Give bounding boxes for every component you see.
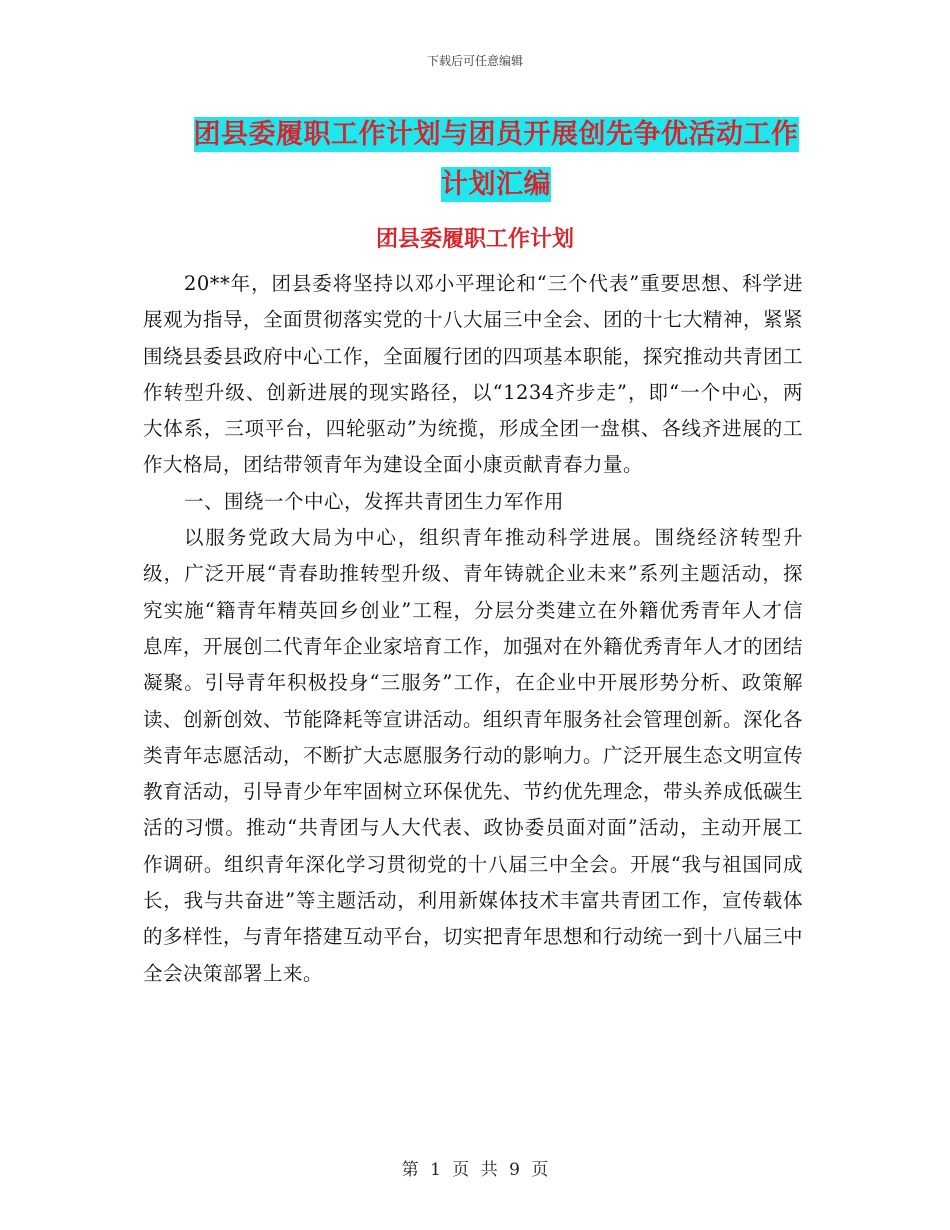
intro-paragraph: 20**年，团县委将坚持以邓小平理论和“三个代表”重要思想、科学进展观为指导，全面贯彻落实党的十八大届三中全会、团的十七大精神，紧紧围绕县委县政府中心工作，全面履行团的四项基本职能，探究推动共青团工作转型升级、创新进展的现实路径，以“1234齐步走”，即“一个中心，两大体系，三项平台，四轮驱动”为统揽，形成全团一盘棋、各线齐进展的工作大格局，团结带领青年为建设全面小康贡献青春力量。: [143, 272, 804, 477]
section-title: 团县委履职工作计划: [375, 227, 574, 252]
header-note: 下载后可任意编辑: [426, 54, 523, 68]
document-title-text: 团县委履职工作计划与团员开展创先争优活动工作计划汇编: [193, 119, 799, 200]
document-body: [143, 266, 803, 992]
document-title: [190, 110, 802, 210]
body-paragraph: 以服务党政大局为中心，组织青年推动科学进展。围绕经济转型升级，广泛开展“青春助推转型升级、青年铸就企业未来”系列主题活动，探究实施“籍青年精英回乡创业”工程，分层分类建立在外籍优秀青年人才信息库，开展创二代青年企业家培育工作，加强对在外籍优秀青年人才的团结凝聚。引导青年积极投身“三服务”工作，在企业中开展形势分析、政策解读、创新创效、节能降耗等宣讲活动。组织青年服务社会管理创新。深化各类青年志愿活动，不断扩大志愿服务行动的影响力。广泛开展生态文明宣传教育活动，引导青少年牢固树立环保优先、节约优先理念，带头养成低碳生活的习惯。推动“共青团与人大代表、政协委员面对面”活动，主动开展工作调研。组织青年深化学习贯彻党的十八届三中全会。开展“我与祖国同成长，我与共奋进”等主题活动，利用新媒体技术丰富共青团工作，宣传载体的多样性，与青年搭建互动平台，切实把青年思想和行动统一到十八届三中全会决策部署上来。: [143, 526, 804, 985]
page-footer: 第 1 页 共 9 页: [401, 1160, 549, 1180]
section-heading-1: 一、围绕一个中心，发挥共青团生力军作用: [183, 489, 564, 513]
